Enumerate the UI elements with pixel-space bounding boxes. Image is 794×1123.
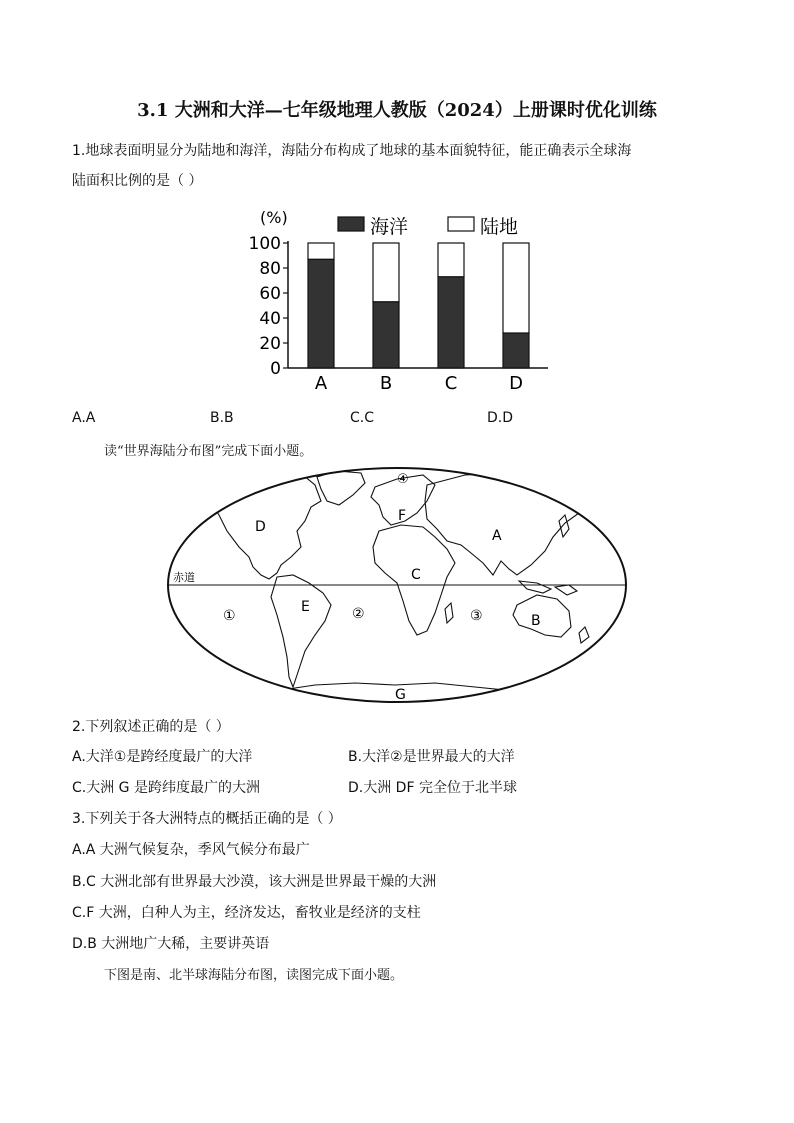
q2-option-a[interactable]: A.大洋①是跨经度最广的大洋 [72,749,253,765]
bar-A-series-0 [308,259,334,368]
map-intro-text: 读“世界海陆分布图”完成下面小题。 [104,444,313,459]
page-title: 3.1 大洲和大洋—七年级地理人教版（2024）上册课时优化训练 [137,100,657,121]
q1-option-c[interactable]: C.C [350,410,375,426]
q1-text-line2: 陆面积比例的是（ ） [72,173,203,189]
q1-text-line1: 1.地球表面明显分为陆地和海洋，海陆分布构成了地球的基本面貌特征，能正确表示全球海 [72,143,632,159]
chart-legend [338,216,518,238]
q1-option-b[interactable]: B.B [210,410,234,426]
map-label-ocean-1: ① [223,608,236,624]
y-tick-label-80: 80 [259,259,281,279]
bars [308,243,529,368]
map-label-b: B [531,613,541,629]
y-axis-label: (%) [260,208,288,227]
x-tick-labels [315,373,523,394]
map-label-a: A [492,528,502,544]
y-tick-label-0: 0 [270,359,281,379]
map-label-f: F [398,508,407,524]
x-tick-label-B: B [379,373,393,394]
map-label-ocean-2: ② [352,606,365,622]
equator-label: 赤道 [173,571,195,584]
q3-option-d[interactable]: D.B 大洲地广大稀，主要讲英语 [72,936,270,952]
map-label-e: E [301,599,310,615]
map-label-g: G [395,687,406,703]
land-sea-bar-chart [240,205,560,395]
map-label-d: D [255,519,266,535]
q3-option-c[interactable]: C.F 大洲，白种人为主，经济发达，畜牧业是经济的支柱 [72,905,421,921]
legend-swatch-0 [338,217,364,231]
y-tick-label-40: 40 [259,309,281,329]
q1-option-d[interactable]: D.D [487,410,514,426]
q2-option-b[interactable]: B.大洋②是世界最大的大洋 [348,749,515,765]
bar-A-series-1 [308,243,334,259]
q1-option-a[interactable]: A.A [72,410,96,426]
world-map [165,465,630,705]
bar-D-series-1 [503,243,529,333]
x-tick-label-C: C [444,373,458,394]
q3-option-a[interactable]: A.A 大洲气候复杂，季风气候分布最广 [72,842,310,858]
bar-D-series-0 [503,333,529,368]
q3-option-b[interactable]: B.C 大洲北部有世界最大沙漠，该大洲是世界最干燥的大洲 [72,874,437,890]
hemisphere-intro-text: 下图是南、北半球海陆分布图，读图完成下面小题。 [104,968,404,983]
legend-label-1: 陆地 [480,216,519,238]
map-label-ocean-4: ④ [397,472,409,487]
bar-C-series-1 [438,243,464,277]
q2-option-c[interactable]: C.大洲 G 是跨纬度最广的大洲 [72,780,260,796]
x-tick-label-D: D [509,373,523,394]
y-tick-label-60: 60 [259,284,281,304]
map-label-c: C [411,567,421,583]
legend-swatch-1 [448,217,474,231]
y-tick-label-20: 20 [259,334,281,354]
bar-B-series-1 [373,243,399,302]
bar-B-series-0 [373,302,399,368]
legend-label-0: 海洋 [370,216,409,238]
q2-option-d[interactable]: D.大洲 DF 完全位于北半球 [348,780,517,796]
q3-text: 3.下列关于各大洲特点的概括正确的是（ ） [72,811,342,827]
y-tick-label-100: 100 [248,234,281,254]
q2-text: 2.下列叙述正确的是（ ） [72,719,230,735]
bar-C-series-0 [438,277,464,368]
x-tick-label-A: A [314,373,328,394]
map-label-ocean-3: ③ [470,608,483,624]
